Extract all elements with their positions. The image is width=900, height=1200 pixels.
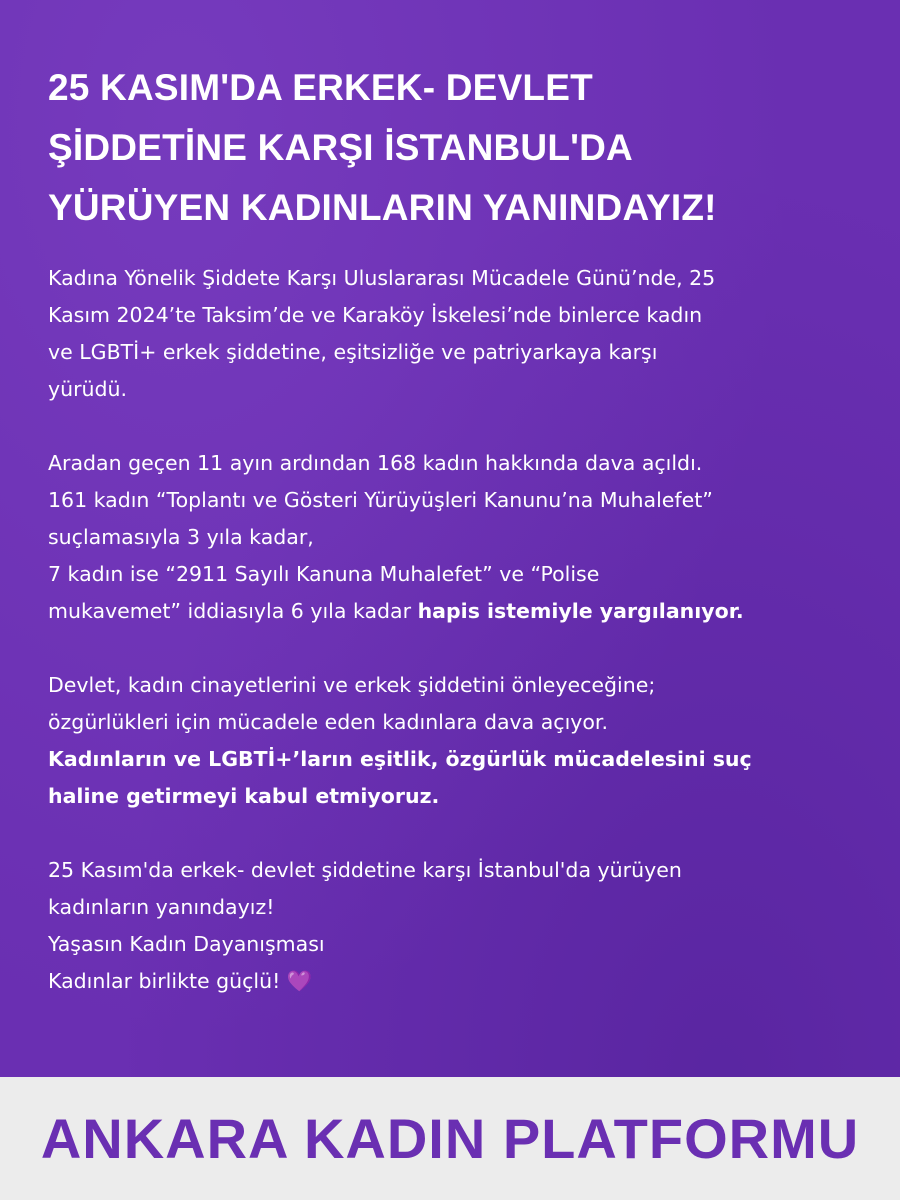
paragraph-2-line: Aradan geçen 11 ayın ardından 168 kadın hakkında dava açıldı. (48, 451, 703, 475)
footer-banner (0, 1077, 900, 1200)
paragraph-2-line: suçlamasıyla 3 yıla kadar, (48, 525, 314, 549)
organization-name: ANKARA KADIN PLATFORMU (40, 1107, 860, 1170)
headline-line: 25 KASIM'DA ERKEK- DEVLET (48, 67, 593, 108)
paragraph-gap (48, 408, 878, 445)
paragraph-2-line: 161 kadın “Toplantı ve Gösteri Yürüyüşleri Kanunu’na Muhalefet” (48, 488, 713, 512)
paragraph-3-emphasis-line: Kadınların ve LGBTİ+’ların eşitlik, özgürlük mücadelesini suç (48, 747, 752, 771)
paragraph-3-emphasis-line: haline getirmeyi kabul etmiyoruz. (48, 784, 440, 808)
closing-slogan: Kadınlar birlikte güçlü! (48, 969, 287, 993)
paragraph-4-line: Yaşasın Kadın Dayanışması (48, 932, 325, 956)
headline-line: YÜRÜYEN KADINLARIN YANINDAYIZ! (48, 187, 717, 228)
statement-body (48, 260, 878, 1000)
paragraph-1-line: Kadına Yönelik Şiddete Karşı Uluslararası Mücadele Günü’nde, 25 (48, 266, 716, 290)
headline (48, 58, 868, 238)
paragraph-gap (48, 815, 878, 852)
paragraph-gap (48, 630, 878, 667)
paragraph-2-text: mukavemet” iddiasıyla 6 yıla kadar (48, 599, 418, 623)
paragraph-4-line: kadınların yanındayız! (48, 895, 275, 919)
paragraph-1-line: Kasım 2024’te Taksim’de ve Karaköy İskelesi’nde binlerce kadın (48, 303, 703, 327)
paragraph-2-line: 7 kadın ise “2911 Sayılı Kanuna Muhalefet” ve “Polise (48, 562, 600, 586)
paragraph-2-emphasis: hapis istemiyle yargılanıyor. (417, 599, 744, 623)
purple-heart-icon: 💜 (286, 969, 313, 993)
headline-line: ŞİDDETİNE KARŞI İSTANBUL'DA (48, 127, 633, 168)
paragraph-2-line (48, 593, 878, 630)
paragraph-3-line: özgürlükleri için mücadele eden kadınlara dava açıyor. (48, 710, 608, 734)
paragraph-4-line: 25 Kasım'da erkek- devlet şiddetine karşı İstanbul'da yürüyen (48, 858, 682, 882)
paragraph-1-line: ve LGBTİ+ erkek şiddetine, eşitsizliğe ve patriyarkaya karşı (48, 340, 658, 364)
paragraph-4-line (48, 963, 878, 1000)
paragraph-3-line: Devlet, kadın cinayetlerini ve erkek şiddetini önleyeceğine; (48, 673, 656, 697)
paragraph-1-line: yürüdü. (48, 377, 128, 401)
